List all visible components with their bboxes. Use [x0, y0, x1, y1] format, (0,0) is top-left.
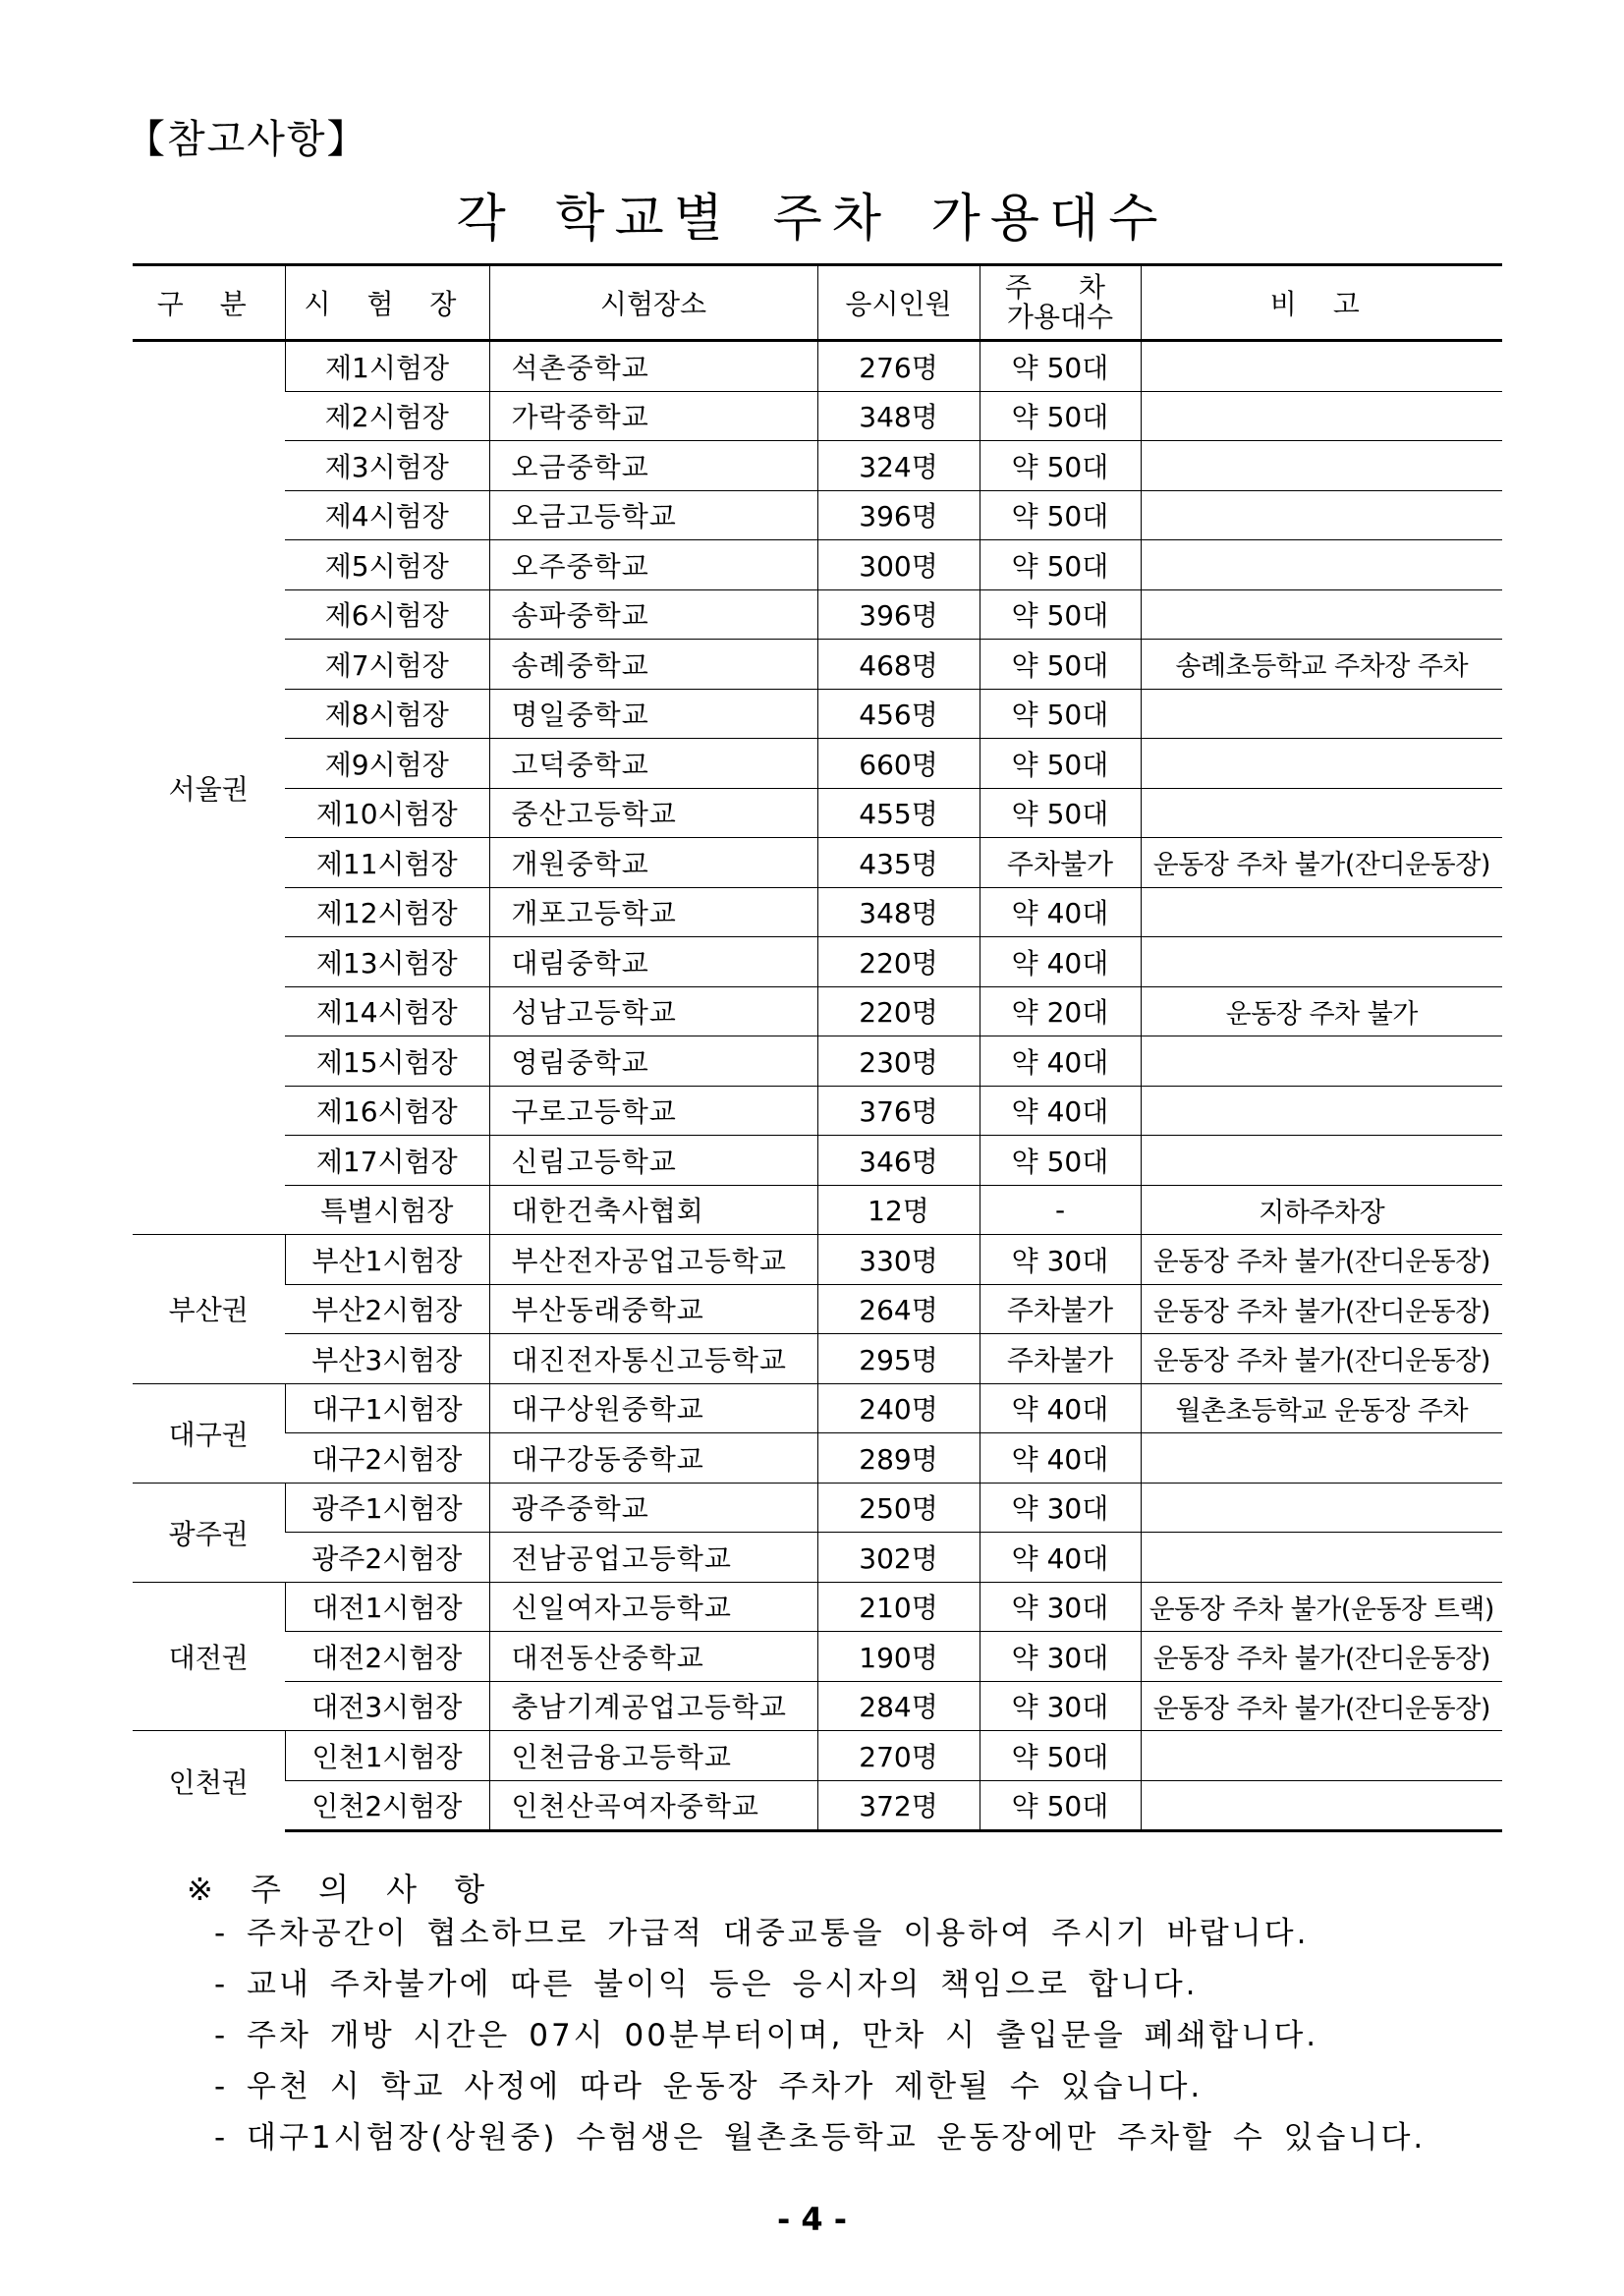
- school-cell: 부산동래중학교: [489, 1284, 817, 1334]
- parking-cell: 약 50대: [980, 589, 1141, 640]
- notice-item: - 우천 시 학교 사정에 따라 운동장 주차가 제한될 수 있습니다.: [214, 2069, 1204, 2104]
- school-cell: 대림중학교: [489, 937, 817, 987]
- applicants-cell: 396명: [817, 589, 980, 640]
- note-cell: 운동장 주차 불가(잔디운동장): [1141, 1334, 1502, 1384]
- note-cell: 운동장 주차 불가(잔디운동장): [1141, 838, 1502, 888]
- applicants-cell: 220명: [817, 986, 980, 1036]
- note-cell: 운동장 주차 불가(운동장 트랙): [1141, 1582, 1502, 1632]
- parking-cell: 약 50대: [980, 640, 1141, 690]
- table-row: [133, 739, 1502, 789]
- parking-cell: 약 50대: [980, 1780, 1141, 1831]
- parking-cell: 약 40대: [980, 937, 1141, 987]
- site-cell: 제10시험장: [285, 788, 489, 838]
- table-row: [133, 986, 1502, 1036]
- note-cell: [1141, 441, 1502, 491]
- school-cell: 성남고등학교: [489, 986, 817, 1036]
- note-cell: 운동장 주차 불가(잔디운동장): [1141, 1632, 1502, 1682]
- school-cell: 대한건축사협회: [489, 1185, 817, 1235]
- site-cell: 특별시험장: [285, 1185, 489, 1235]
- site-cell: 제15시험장: [285, 1036, 489, 1087]
- table-row: [133, 1136, 1502, 1186]
- note-cell: [1141, 937, 1502, 987]
- table-row: [133, 490, 1502, 540]
- school-cell: 대구상원중학교: [489, 1383, 817, 1433]
- note-cell: 운동장 주차 불가(잔디운동장): [1141, 1681, 1502, 1731]
- parking-cell: 약 30대: [980, 1235, 1141, 1285]
- note-cell: [1141, 1731, 1502, 1781]
- header-parking-line1: 주 차: [1005, 271, 1115, 304]
- note-cell: 지하주차장: [1141, 1185, 1502, 1235]
- school-cell: 구로고등학교: [489, 1086, 817, 1136]
- applicants-cell: 302명: [817, 1533, 980, 1583]
- site-cell: 제12시험장: [285, 887, 489, 937]
- table-row: [133, 341, 1502, 392]
- table-row: [133, 1383, 1502, 1433]
- school-cell: 인천산곡여자중학교: [489, 1780, 817, 1831]
- parking-cell: 약 50대: [980, 341, 1141, 392]
- header-parking-line2: 가용대수: [1006, 301, 1114, 333]
- site-cell: 제1시험장: [285, 341, 489, 392]
- parking-cell: 약 30대: [980, 1681, 1141, 1731]
- parking-cell: 약 50대: [980, 689, 1141, 739]
- table-row: [133, 1533, 1502, 1583]
- applicants-cell: 435명: [817, 838, 980, 888]
- site-cell: 대전2시험장: [285, 1632, 489, 1682]
- parking-cell: 약 40대: [980, 1533, 1141, 1583]
- notice-heading: ※ 주 의 사 항: [187, 1871, 499, 1908]
- table-row: [133, 391, 1502, 441]
- parking-cell: 약 30대: [980, 1483, 1141, 1533]
- school-cell: 오금고등학교: [489, 490, 817, 540]
- parking-cell: 약 30대: [980, 1582, 1141, 1632]
- school-cell: 개원중학교: [489, 838, 817, 888]
- table-row: [133, 441, 1502, 491]
- note-cell: 운동장 주차 불가(잔디운동장): [1141, 1235, 1502, 1285]
- site-cell: 제9시험장: [285, 739, 489, 789]
- notice-item: - 대구1시험장(상원중) 수험생은 월촌초등학교 운동장에만 주차할 수 있습니다.: [214, 2120, 1427, 2156]
- applicants-cell: 284명: [817, 1681, 980, 1731]
- parking-cell: 약 50대: [980, 391, 1141, 441]
- note-cell: [1141, 887, 1502, 937]
- site-cell: 광주2시험장: [285, 1533, 489, 1583]
- parking-cell: 약 50대: [980, 788, 1141, 838]
- note-cell: [1141, 540, 1502, 590]
- note-cell: [1141, 788, 1502, 838]
- site-cell: 인천2시험장: [285, 1780, 489, 1831]
- applicants-cell: 270명: [817, 1731, 980, 1781]
- parking-cell: 약 50대: [980, 490, 1141, 540]
- parking-cell: 주차불가: [980, 1284, 1141, 1334]
- table-row: [133, 1185, 1502, 1235]
- region-cell: 광주권: [133, 1483, 285, 1582]
- applicants-cell: 295명: [817, 1334, 980, 1384]
- applicants-cell: 264명: [817, 1284, 980, 1334]
- school-cell: 대전동산중학교: [489, 1632, 817, 1682]
- note-cell: [1141, 341, 1502, 392]
- note-cell: 운동장 주차 불가: [1141, 986, 1502, 1036]
- applicants-cell: 396명: [817, 490, 980, 540]
- note-cell: [1141, 1136, 1502, 1186]
- parking-table: [133, 263, 1502, 1832]
- table-row: [133, 540, 1502, 590]
- region-cell: 부산권: [133, 1235, 285, 1384]
- applicants-cell: 456명: [817, 689, 980, 739]
- applicants-cell: 190명: [817, 1632, 980, 1682]
- applicants-cell: 220명: [817, 937, 980, 987]
- applicants-cell: 372명: [817, 1780, 980, 1831]
- school-cell: 광주중학교: [489, 1483, 817, 1533]
- site-cell: 부산3시험장: [285, 1334, 489, 1384]
- region-cell: 대전권: [133, 1582, 285, 1731]
- applicants-cell: 289명: [817, 1433, 980, 1484]
- school-cell: 오금중학교: [489, 441, 817, 491]
- school-cell: 송파중학교: [489, 589, 817, 640]
- parking-cell: 약 40대: [980, 1383, 1141, 1433]
- parking-cell: 약 50대: [980, 540, 1141, 590]
- parking-cell: 약 40대: [980, 1036, 1141, 1087]
- note-cell: [1141, 1086, 1502, 1136]
- table-row: [133, 1681, 1502, 1731]
- table-row: [133, 1433, 1502, 1484]
- notice-item: - 교내 주차불가에 따른 불이익 등은 응시자의 책임으로 합니다.: [214, 1967, 1199, 2002]
- note-cell: [1141, 1483, 1502, 1533]
- note-cell: 송례초등학교 주차장 주차: [1141, 640, 1502, 690]
- applicants-cell: 276명: [817, 341, 980, 392]
- school-cell: 고덕중학교: [489, 739, 817, 789]
- parking-cell: 약 50대: [980, 739, 1141, 789]
- header-parking: [980, 265, 1141, 341]
- site-cell: 제8시험장: [285, 689, 489, 739]
- note-cell: [1141, 739, 1502, 789]
- applicants-cell: 455명: [817, 788, 980, 838]
- applicants-cell: 240명: [817, 1383, 980, 1433]
- note-cell: 운동장 주차 불가(잔디운동장): [1141, 1284, 1502, 1334]
- notice-list: [214, 1908, 1426, 2163]
- header-site: 시 험 장: [285, 265, 489, 341]
- table-row: [133, 689, 1502, 739]
- site-cell: 제6시험장: [285, 589, 489, 640]
- school-cell: 영림중학교: [489, 1036, 817, 1087]
- note-cell: 월촌초등학교 운동장 주차: [1141, 1383, 1502, 1433]
- parking-cell: 약 20대: [980, 986, 1141, 1036]
- applicants-cell: 376명: [817, 1086, 980, 1136]
- table-row: [133, 1086, 1502, 1136]
- parking-cell: -: [980, 1185, 1141, 1235]
- school-cell: 전남공업고등학교: [489, 1533, 817, 1583]
- site-cell: 제2시험장: [285, 391, 489, 441]
- school-cell: 개포고등학교: [489, 887, 817, 937]
- table-body: [133, 341, 1502, 1831]
- table-row: [133, 937, 1502, 987]
- site-cell: 인천1시험장: [285, 1731, 489, 1781]
- school-cell: 명일중학교: [489, 689, 817, 739]
- table-row: [133, 1334, 1502, 1384]
- note-cell: [1141, 1780, 1502, 1831]
- site-cell: 제7시험장: [285, 640, 489, 690]
- region-cell: 인천권: [133, 1731, 285, 1831]
- site-cell: 제16시험장: [285, 1086, 489, 1136]
- page-number: - 4 -: [776, 2201, 848, 2238]
- table-header-row: [133, 265, 1502, 341]
- applicants-cell: 660명: [817, 739, 980, 789]
- notice-item: - 주차공간이 협소하므로 가급적 대중교통을 이용하여 주시기 바랍니다.: [214, 1916, 1310, 1951]
- table-row: [133, 1284, 1502, 1334]
- note-cell: [1141, 1036, 1502, 1087]
- school-cell: 오주중학교: [489, 540, 817, 590]
- region-cell: 서울권: [168, 773, 249, 806]
- school-cell: 부산전자공업고등학교: [489, 1235, 817, 1285]
- note-cell: [1141, 1533, 1502, 1583]
- table-row: [133, 589, 1502, 640]
- applicants-cell: 348명: [817, 391, 980, 441]
- school-cell: 신일여자고등학교: [489, 1582, 817, 1632]
- site-cell: 대전3시험장: [285, 1681, 489, 1731]
- site-cell: 제17시험장: [285, 1136, 489, 1186]
- school-cell: 대구강동중학교: [489, 1433, 817, 1484]
- applicants-cell: 230명: [817, 1036, 980, 1087]
- site-cell: 제13시험장: [285, 937, 489, 987]
- region-cell: 대구권: [133, 1383, 285, 1483]
- table-row: [133, 640, 1502, 690]
- parking-cell: 약 50대: [980, 1136, 1141, 1186]
- note-cell: [1141, 689, 1502, 739]
- section-label: 【참고사항】: [126, 117, 368, 162]
- school-cell: 석촌중학교: [489, 341, 817, 392]
- site-cell: 제3시험장: [285, 441, 489, 491]
- applicants-cell: 330명: [817, 1235, 980, 1285]
- site-cell: 제5시험장: [285, 540, 489, 590]
- table-row: [133, 838, 1502, 888]
- applicants-cell: 348명: [817, 887, 980, 937]
- site-cell: 부산1시험장: [285, 1235, 489, 1285]
- applicants-cell: 12명: [817, 1185, 980, 1235]
- table-row: [133, 1036, 1502, 1087]
- header-note: 비 고: [1141, 265, 1502, 341]
- site-cell: 대전1시험장: [285, 1582, 489, 1632]
- site-cell: 부산2시험장: [285, 1284, 489, 1334]
- applicants-cell: 210명: [817, 1582, 980, 1632]
- parking-cell: 약 40대: [980, 1086, 1141, 1136]
- applicants-cell: 468명: [817, 640, 980, 690]
- parking-cell: 주차불가: [980, 1334, 1141, 1384]
- parking-cell: 주차불가: [980, 838, 1141, 888]
- parking-cell: 약 30대: [980, 1632, 1141, 1682]
- table-row: [133, 1483, 1502, 1533]
- school-cell: 신림고등학교: [489, 1136, 817, 1186]
- table-row: [133, 887, 1502, 937]
- parking-cell: 약 40대: [980, 1433, 1141, 1484]
- applicants-cell: 250명: [817, 1483, 980, 1533]
- applicants-cell: 324명: [817, 441, 980, 491]
- applicants-cell: 300명: [817, 540, 980, 590]
- site-cell: 제11시험장: [285, 838, 489, 888]
- table-row: [133, 1235, 1502, 1285]
- school-cell: 송례중학교: [489, 640, 817, 690]
- site-cell: 대구1시험장: [285, 1383, 489, 1433]
- note-cell: [1141, 589, 1502, 640]
- page-title: 각 학교별 주차 가용대수: [456, 190, 1168, 249]
- site-cell: 대구2시험장: [285, 1433, 489, 1484]
- table-row: [133, 788, 1502, 838]
- site-cell: 제4시험장: [285, 490, 489, 540]
- school-cell: 가락중학교: [489, 391, 817, 441]
- notice-item: - 주차 개방 시간은 07시 00분부터이며, 만차 시 출입문을 폐쇄합니다.: [214, 2018, 1319, 2053]
- parking-cell: 약 50대: [980, 1731, 1141, 1781]
- site-cell: 광주1시험장: [285, 1483, 489, 1533]
- school-cell: 중산고등학교: [489, 788, 817, 838]
- note-cell: [1141, 490, 1502, 540]
- parking-cell: 약 40대: [980, 887, 1141, 937]
- header-region: 구 분: [133, 265, 285, 341]
- school-cell: 대진전자통신고등학교: [489, 1334, 817, 1384]
- header-applicants: 응시인원: [817, 265, 980, 341]
- note-cell: [1141, 391, 1502, 441]
- note-cell: [1141, 1433, 1502, 1484]
- table-row: [133, 1582, 1502, 1632]
- school-cell: 인천금융고등학교: [489, 1731, 817, 1781]
- table-row: [133, 1731, 1502, 1781]
- header-school: 시험장소: [489, 265, 817, 341]
- applicants-cell: 346명: [817, 1136, 980, 1186]
- table-row: [133, 1780, 1502, 1831]
- table-row: [133, 1632, 1502, 1682]
- school-cell: 충남기계공업고등학교: [489, 1681, 817, 1731]
- site-cell: 제14시험장: [285, 986, 489, 1036]
- parking-cell: 약 50대: [980, 441, 1141, 491]
